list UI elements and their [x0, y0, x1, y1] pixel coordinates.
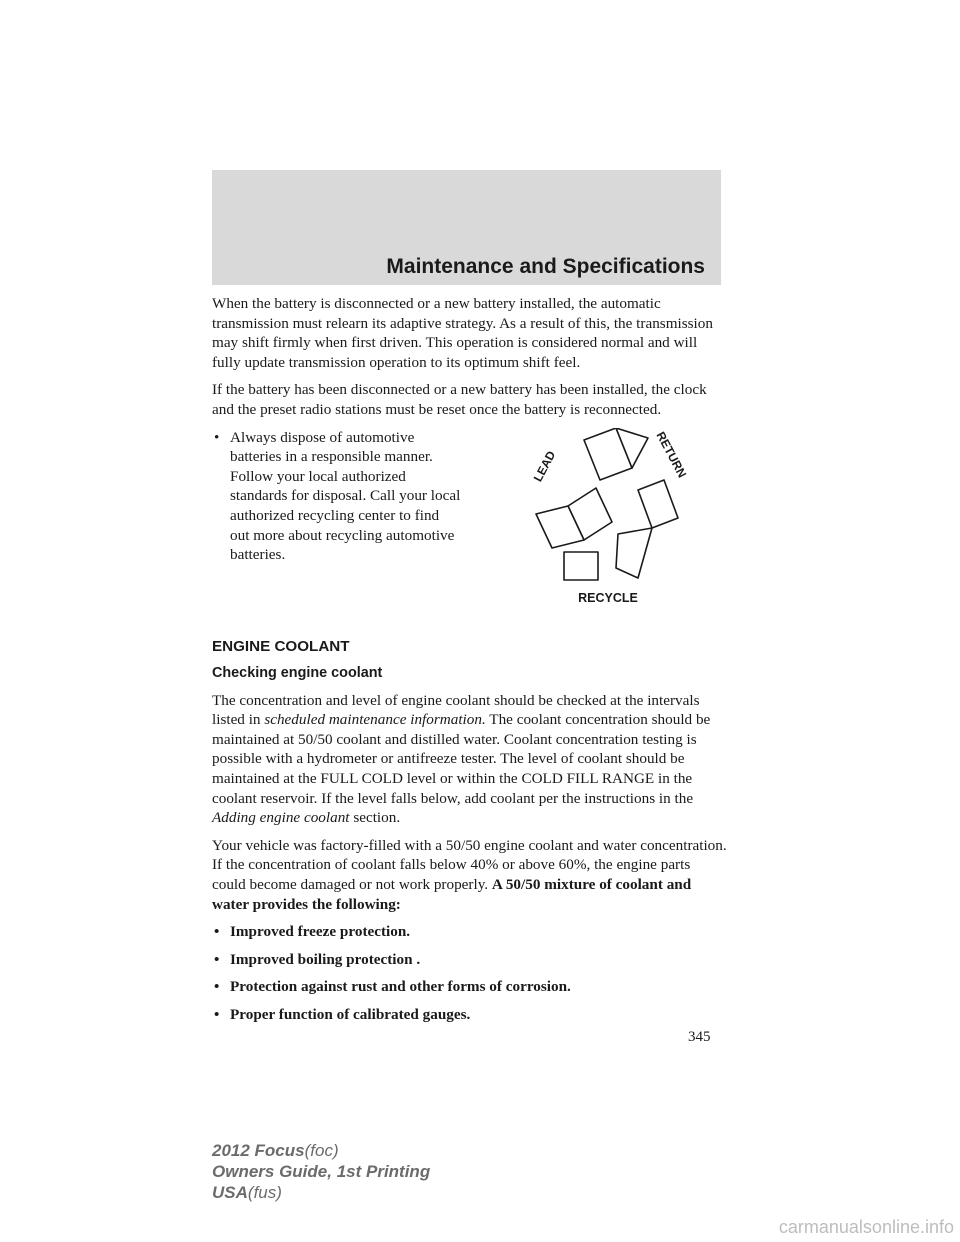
recycle-label-lead: LEAD	[530, 448, 559, 484]
list-item: • Improved boiling protection .	[212, 950, 727, 970]
coolant-p2-bold: A 50/50 mixture of coolant and water provides the following:	[212, 875, 692, 913]
list-item: • Proper function of calibrated gauges.	[212, 1005, 727, 1025]
list-item: • Protection against rust and other forms of corrosion.	[212, 977, 727, 997]
battery-bullet-list	[212, 428, 462, 573]
header-band	[212, 170, 721, 285]
section-title: Maintenance and Specifications	[386, 255, 705, 278]
coolant-benefits-list	[212, 922, 727, 1024]
lead-recycle-icon	[508, 428, 708, 606]
footer-market-code: (fus)	[247, 1183, 282, 1202]
recycle-label-return: RETURN	[653, 428, 690, 480]
footer-line-3	[212, 1182, 430, 1203]
recycle-arrow-right-body	[638, 480, 678, 528]
scheduled-maintenance-reference: scheduled maintenance information.	[264, 711, 486, 729]
battery-paragraph-1: When the battery is disconnected or a new battery installed, the automatic transmission must relearn its adaptive strategy. As a result of this, the transmission may shift firmly when first driven. This operation is considered normal and will fully update transmission operation to its optimum shift feel.	[212, 295, 713, 371]
adding-coolant-reference: Adding engine coolant	[212, 809, 350, 827]
footer-guide-title: Owners Guide, 1st Printing	[212, 1162, 431, 1181]
battery-disposal-bullet: • Always dispose of automotive batteries in a responsible manner. Follow your local authorized standards for disposal. Call your local authorized recycling center to find out more about recycling automotive batteries.	[212, 428, 462, 565]
battery-disposal-row	[212, 428, 727, 618]
coolant-p1-text-c: section.	[349, 809, 401, 827]
recycle-block-bottom	[564, 552, 598, 580]
footer-line-2	[212, 1161, 430, 1182]
recycle-arrow-right-head	[616, 528, 652, 578]
engine-coolant-heading: ENGINE COOLANT	[212, 637, 350, 655]
coolant-p2-text: Your vehicle was factory-filled with a 50/50 engine coolant and water concentration. If the concentration of coolant falls below 40% or above 60%, the engine parts could become damaged or not work properly.	[212, 836, 727, 893]
page-number: 345	[688, 1029, 711, 1045]
list-item: • Improved freeze protection.	[212, 922, 727, 942]
coolant-paragraph-1	[212, 691, 727, 828]
checking-coolant-subheading: Checking engine coolant	[212, 664, 383, 681]
footer-market: USA	[212, 1183, 248, 1202]
footer	[212, 1140, 430, 1203]
footer-model: 2012 Focus	[212, 1141, 305, 1160]
footer-model-code: (foc)	[304, 1141, 339, 1160]
coolant-p1-text-b: The coolant concentration should be maintained at 50/50 coolant and distilled water. Coolant concentration testing is possible with a hydrometer or antifreeze tester. The level of coolant should be maintained at the FULL COLD level or within the COLD FILL RANGE in the coolant reservoir. If the level falls below, add coolant per the instructions in the	[212, 711, 711, 807]
coolant-paragraph-2	[212, 836, 727, 914]
recycle-label-recycle: RECYCLE	[578, 590, 638, 605]
coolant-p1-text-a: The concentration and level of engine coolant should be checked at the intervals listed in	[212, 691, 700, 729]
footer-line-1	[212, 1140, 430, 1161]
page-content	[212, 294, 727, 1032]
watermark: carmanualsonline.info	[778, 1217, 954, 1237]
battery-paragraph-2: If the battery has been disconnected or a new battery has been installed, the clock and the preset radio stations must be reset once the battery is reconnected.	[212, 381, 707, 418]
